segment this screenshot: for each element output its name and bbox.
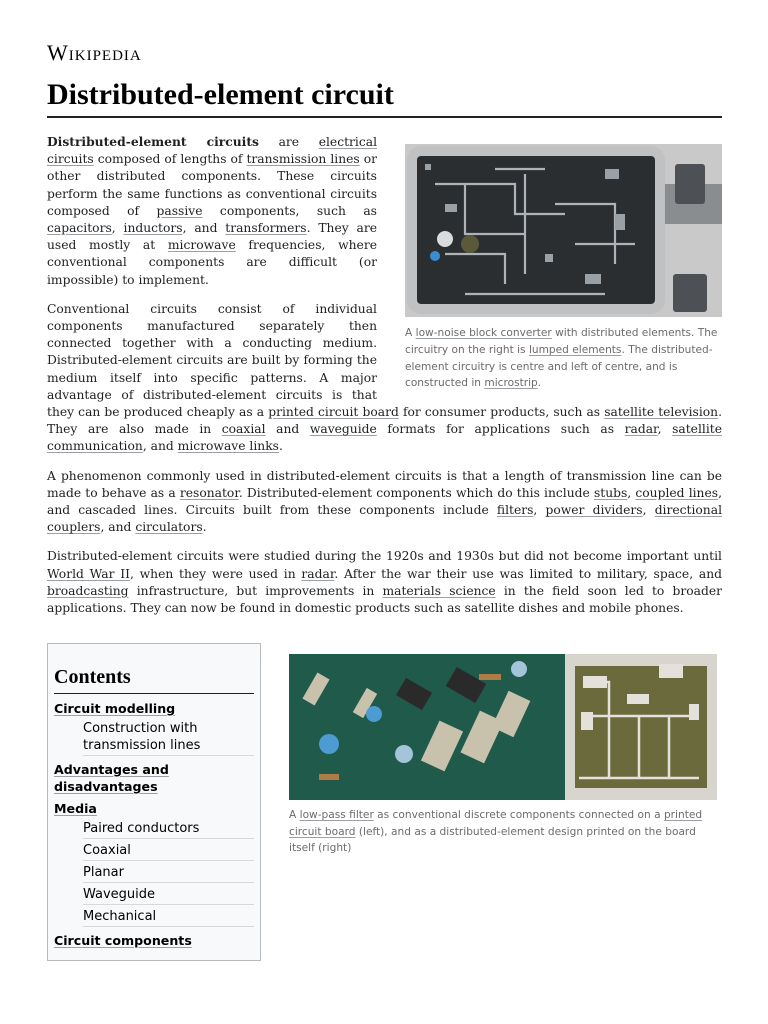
inline-link[interactable]: broadcasting bbox=[47, 583, 129, 598]
toc-item[interactable] bbox=[83, 864, 254, 883]
text-run: , bbox=[533, 503, 546, 518]
inline-link[interactable]: low-noise block converter bbox=[415, 327, 552, 340]
inline-link[interactable]: filters bbox=[496, 503, 534, 518]
inline-link[interactable]: power dividers bbox=[545, 503, 643, 518]
text-run: are bbox=[258, 135, 319, 149]
toc-item[interactable] bbox=[83, 842, 254, 861]
text-run: , and cascaded lines. Circuits built from these components include bbox=[47, 485, 722, 518]
text-run: . Distributed-element components which do this include bbox=[238, 485, 594, 500]
toc-item-label: Circuit modelling bbox=[54, 701, 176, 716]
article-body bbox=[47, 133, 722, 629]
inline-link[interactable]: resonator bbox=[179, 485, 239, 500]
text-run: A bbox=[405, 327, 416, 340]
inline-link[interactable]: stubs bbox=[593, 485, 628, 500]
text-run: Distributed-element circuits were studied during the 1920s and 1930s but did not become important until bbox=[47, 549, 722, 564]
text-run: and bbox=[265, 422, 310, 437]
inline-link[interactable]: printed circuit board bbox=[289, 809, 703, 838]
toc-item[interactable] bbox=[83, 886, 254, 905]
text-run: Conventional circuits consist of individual components manufactured separately then connected together with a conducting medium. Distributed-element circuits are built by forming the medium itself into specific patterns. A major advantage of distributed-element circuits is that they can be produced cheaply as a bbox=[47, 301, 377, 420]
text-run: . bbox=[278, 439, 283, 454]
toc-item-label: Planar bbox=[83, 865, 124, 880]
text-run: frequencies, where conventional components are difficult (or impossible) to implement. bbox=[47, 238, 377, 287]
wikipedia-logo[interactable]: Wikipedia bbox=[47, 40, 142, 65]
filter-figure bbox=[289, 654, 717, 857]
filter-caption bbox=[289, 807, 717, 857]
inline-link[interactable]: printed circuit board bbox=[268, 405, 399, 420]
text-run: . After the war their use was limited to military, space, and bbox=[334, 566, 723, 581]
text-run: with distributed elements. The circuitry on the right is bbox=[405, 327, 718, 356]
inline-link[interactable]: coupled lines bbox=[635, 485, 719, 500]
inline-link[interactable]: transformers bbox=[225, 221, 307, 236]
text-run: . The distributed-element circuitry is centre and left of centre, and is constructed in bbox=[405, 343, 713, 390]
text-run: A phenomenon commonly used in distributed-element circuits is that a length of transmission line can be made to behave as a bbox=[47, 468, 722, 500]
inline-link[interactable]: satellite television bbox=[604, 405, 719, 420]
toc-item-label: Media bbox=[54, 801, 97, 816]
inline-link[interactable]: waveguide bbox=[309, 422, 377, 437]
text-run: (left), and as a distributed-element design printed on the board itself (right) bbox=[289, 825, 696, 855]
text-run: . They are also made in bbox=[47, 405, 722, 437]
text-run: components, such as bbox=[202, 203, 377, 218]
toc-item-label: Mechanical bbox=[83, 909, 157, 924]
inline-link[interactable]: microstrip bbox=[484, 377, 538, 390]
toc-item[interactable] bbox=[54, 700, 254, 717]
paragraph bbox=[47, 548, 722, 617]
toc-item-label: Circuit components bbox=[54, 933, 192, 948]
toc-item[interactable] bbox=[54, 932, 254, 949]
text-run: , when they were used in bbox=[129, 566, 302, 581]
toc-list bbox=[54, 700, 254, 949]
lnb-figure bbox=[405, 144, 722, 392]
text-run: in the field soon led to broader applications. They can now be found in domestic products such as satellite dishes and mobile phones. bbox=[47, 583, 722, 616]
inline-link[interactable]: microwave bbox=[167, 238, 236, 253]
inline-link[interactable]: materials science bbox=[382, 583, 496, 598]
text-run: , bbox=[627, 485, 636, 500]
toc-item[interactable] bbox=[83, 720, 254, 756]
bold-text: Distributed-element circuits bbox=[47, 134, 259, 149]
toc-item-label: Coaxial bbox=[83, 843, 131, 858]
inline-link[interactable]: radar bbox=[301, 566, 335, 581]
text-run: . bbox=[202, 520, 207, 535]
text-run: , bbox=[657, 422, 673, 437]
inline-link[interactable]: circulators bbox=[135, 520, 203, 535]
toc-item-label: Paired conductors bbox=[83, 821, 200, 836]
text-run: A bbox=[289, 809, 300, 821]
inline-link[interactable]: satellite communication bbox=[47, 422, 722, 454]
inline-link[interactable]: passive bbox=[156, 203, 203, 218]
text-run: , bbox=[111, 221, 124, 236]
text-run: infrastructure, but improvements in bbox=[128, 583, 383, 598]
inline-link[interactable]: capacitors bbox=[47, 221, 112, 236]
toc-item-label: Waveguide bbox=[83, 887, 156, 902]
text-run: . They are used mostly at bbox=[47, 221, 377, 253]
text-run: for consumer products, such as bbox=[398, 405, 605, 420]
inline-link[interactable]: lumped elements bbox=[528, 343, 622, 356]
inline-link[interactable]: World War II bbox=[47, 566, 130, 581]
inline-link[interactable]: microwave links bbox=[177, 439, 279, 454]
paragraph bbox=[47, 468, 722, 537]
inline-link[interactable]: transmission lines bbox=[246, 152, 360, 167]
inline-link[interactable]: directional couplers bbox=[47, 503, 722, 535]
toc-item[interactable] bbox=[83, 820, 254, 839]
text-run: or other distributed components. These circuits perform the same functions as conventional circuits composed of bbox=[47, 152, 378, 218]
toc-item[interactable] bbox=[54, 761, 254, 795]
toc-item[interactable] bbox=[83, 908, 254, 927]
text-run: , and bbox=[182, 221, 226, 236]
inline-link[interactable]: coaxial bbox=[221, 422, 266, 437]
text-run: , and bbox=[142, 439, 178, 454]
toc-title: Contents bbox=[54, 666, 254, 694]
inline-link[interactable]: electrical circuits bbox=[47, 135, 377, 167]
table-of-contents bbox=[47, 643, 261, 961]
toc-item[interactable] bbox=[54, 800, 254, 817]
inline-link[interactable]: radar bbox=[624, 422, 658, 437]
text-run: formats for applications such as bbox=[376, 422, 625, 437]
toc-item-label: Construction with transmission lines bbox=[83, 721, 201, 753]
toc-item-label: Advantages and disadvantages bbox=[54, 762, 169, 794]
page-title: Distributed-element circuit bbox=[47, 76, 722, 118]
lnb-photo[interactable] bbox=[405, 144, 722, 317]
text-run: as conventional discrete components connected on a bbox=[373, 809, 664, 821]
inline-link[interactable]: low-pass filter bbox=[299, 809, 374, 821]
text-run: , and bbox=[100, 520, 136, 535]
text-run: , bbox=[642, 503, 655, 518]
text-run: . bbox=[537, 377, 542, 390]
inline-link[interactable]: inductors bbox=[123, 221, 183, 236]
lnb-caption bbox=[405, 325, 722, 392]
text-run: composed of lengths of bbox=[93, 152, 247, 167]
filter-photo[interactable] bbox=[289, 654, 717, 800]
